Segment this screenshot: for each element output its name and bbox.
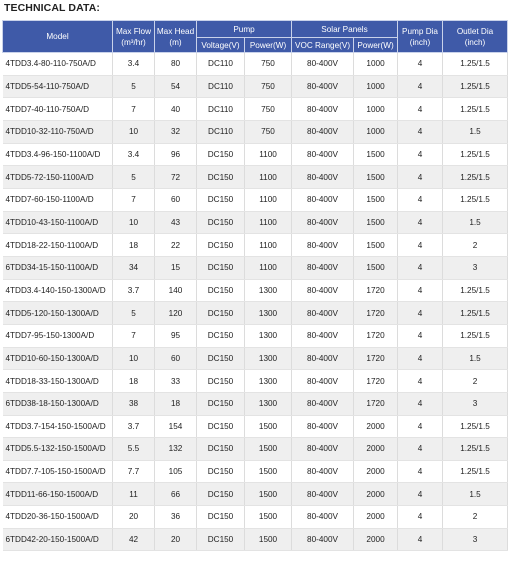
cell-panel-power: 2000 (354, 438, 398, 461)
cell-pump-power: 750 (245, 98, 292, 121)
cell-voltage: DC150 (197, 370, 245, 393)
cell-max-flow: 7 (113, 98, 155, 121)
cell-model: 4TDD3.4-140-150-1300A/D (3, 279, 113, 302)
cell-outlet-dia: 1.25/1.5 (443, 53, 508, 76)
cell-max-flow: 5 (113, 166, 155, 189)
table-header (3, 21, 508, 53)
cell-max-flow: 7 (113, 324, 155, 347)
cell-voltage: DC150 (197, 234, 245, 257)
cell-voc-range: 80-400V (292, 324, 354, 347)
pump-dia-label: Pump Dia (402, 26, 438, 36)
cell-voltage: DC110 (197, 98, 245, 121)
col-header-voltage: Voltage(V) (197, 38, 245, 53)
cell-max-head: 154 (155, 415, 197, 438)
cell-outlet-dia: 2 (443, 370, 508, 393)
cell-panel-power: 1720 (354, 370, 398, 393)
cell-voltage: DC150 (197, 347, 245, 370)
table-row (3, 211, 508, 234)
cell-pump-power: 1100 (245, 256, 292, 279)
cell-model: 4TDD3.7-154-150-1500A/D (3, 415, 113, 438)
col-header-voc-range: VOC Range(V) (292, 38, 354, 53)
cell-voc-range: 80-400V (292, 166, 354, 189)
cell-pump-dia: 4 (398, 415, 443, 438)
cell-model: 6TDD34-15-150-1100A/D (3, 256, 113, 279)
table-row (3, 120, 508, 143)
cell-max-head: 20 (155, 528, 197, 551)
cell-model: 4TDD5.5-132-150-1500A/D (3, 438, 113, 461)
cell-pump-dia: 4 (398, 98, 443, 121)
cell-max-head: 66 (155, 483, 197, 506)
cell-outlet-dia: 1.25/1.5 (443, 188, 508, 211)
cell-panel-power: 1000 (354, 53, 398, 76)
cell-max-flow: 7 (113, 188, 155, 211)
cell-voltage: DC150 (197, 460, 245, 483)
technical-data-table (2, 20, 508, 551)
cell-max-flow: 10 (113, 347, 155, 370)
cell-model: 4TDD5-54-110-750A/D (3, 75, 113, 98)
cell-voltage: DC150 (197, 483, 245, 506)
table-row (3, 370, 508, 393)
cell-voc-range: 80-400V (292, 460, 354, 483)
cell-pump-power: 1100 (245, 211, 292, 234)
cell-pump-dia: 4 (398, 438, 443, 461)
cell-pump-power: 1300 (245, 392, 292, 415)
cell-voltage: DC110 (197, 53, 245, 76)
cell-voc-range: 80-400V (292, 53, 354, 76)
max-head-label: Max Head (156, 26, 195, 36)
cell-max-head: 18 (155, 392, 197, 415)
table-row (3, 53, 508, 76)
col-header-pump-power: Power(W) (245, 38, 292, 53)
cell-pump-power: 750 (245, 75, 292, 98)
cell-max-head: 105 (155, 460, 197, 483)
cell-pump-dia: 4 (398, 143, 443, 166)
cell-voltage: DC150 (197, 166, 245, 189)
cell-pump-power: 1300 (245, 279, 292, 302)
cell-panel-power: 2000 (354, 415, 398, 438)
cell-max-flow: 3.7 (113, 279, 155, 302)
cell-pump-power: 1500 (245, 460, 292, 483)
cell-max-head: 40 (155, 98, 197, 121)
cell-voc-range: 80-400V (292, 75, 354, 98)
cell-model: 4TDD10-43-150-1100A/D (3, 211, 113, 234)
cell-model: 4TDD20-36-150-1500A/D (3, 506, 113, 529)
cell-max-flow: 18 (113, 234, 155, 257)
cell-max-head: 96 (155, 143, 197, 166)
cell-max-head: 22 (155, 234, 197, 257)
cell-voltage: DC110 (197, 120, 245, 143)
cell-max-head: 33 (155, 370, 197, 393)
cell-model: 4TDD7.7-105-150-1500A/D (3, 460, 113, 483)
outlet-dia-label: Outlet Dia (456, 26, 494, 36)
cell-pump-power: 1300 (245, 347, 292, 370)
cell-outlet-dia: 1.25/1.5 (443, 98, 508, 121)
cell-pump-dia: 4 (398, 392, 443, 415)
cell-voltage: DC150 (197, 324, 245, 347)
cell-pump-power: 1500 (245, 483, 292, 506)
cell-pump-dia: 4 (398, 188, 443, 211)
cell-pump-power: 750 (245, 120, 292, 143)
cell-pump-dia: 4 (398, 483, 443, 506)
cell-outlet-dia: 1.5 (443, 120, 508, 143)
cell-max-flow: 34 (113, 256, 155, 279)
cell-voltage: DC150 (197, 143, 245, 166)
cell-max-flow: 20 (113, 506, 155, 529)
cell-voc-range: 80-400V (292, 188, 354, 211)
page-title: TECHNICAL DATA: (4, 2, 100, 14)
cell-voltage: DC110 (197, 75, 245, 98)
table-row (3, 98, 508, 121)
cell-pump-power: 1500 (245, 506, 292, 529)
cell-outlet-dia: 3 (443, 392, 508, 415)
cell-panel-power: 1720 (354, 347, 398, 370)
cell-pump-dia: 4 (398, 75, 443, 98)
cell-max-flow: 7.7 (113, 460, 155, 483)
cell-pump-dia: 4 (398, 460, 443, 483)
cell-panel-power: 1500 (354, 256, 398, 279)
cell-max-flow: 11 (113, 483, 155, 506)
cell-max-head: 95 (155, 324, 197, 347)
table-row (3, 143, 508, 166)
col-header-max-flow (113, 21, 155, 53)
cell-max-flow: 18 (113, 370, 155, 393)
cell-voc-range: 80-400V (292, 143, 354, 166)
cell-model: 4TDD3.4-96-150-1100A/D (3, 143, 113, 166)
cell-outlet-dia: 1.25/1.5 (443, 460, 508, 483)
cell-max-head: 32 (155, 120, 197, 143)
cell-pump-power: 1100 (245, 188, 292, 211)
cell-outlet-dia: 2 (443, 234, 508, 257)
table-row (3, 166, 508, 189)
cell-max-head: 54 (155, 75, 197, 98)
cell-voc-range: 80-400V (292, 211, 354, 234)
cell-voc-range: 80-400V (292, 370, 354, 393)
cell-panel-power: 1500 (354, 143, 398, 166)
cell-pump-power: 1100 (245, 166, 292, 189)
cell-outlet-dia: 1.5 (443, 211, 508, 234)
cell-panel-power: 1500 (354, 166, 398, 189)
cell-max-head: 120 (155, 302, 197, 325)
cell-pump-power: 1500 (245, 438, 292, 461)
cell-model: 6TDD38-18-150-1300A/D (3, 392, 113, 415)
cell-max-head: 132 (155, 438, 197, 461)
cell-pump-dia: 4 (398, 506, 443, 529)
cell-outlet-dia: 3 (443, 528, 508, 551)
cell-outlet-dia: 1.25/1.5 (443, 302, 508, 325)
cell-max-head: 140 (155, 279, 197, 302)
cell-pump-dia: 4 (398, 211, 443, 234)
cell-panel-power: 1720 (354, 302, 398, 325)
cell-panel-power: 1500 (354, 234, 398, 257)
cell-pump-power: 1500 (245, 415, 292, 438)
cell-panel-power: 2000 (354, 528, 398, 551)
cell-pump-dia: 4 (398, 256, 443, 279)
cell-voltage: DC150 (197, 528, 245, 551)
cell-pump-dia: 4 (398, 324, 443, 347)
cell-panel-power: 1000 (354, 98, 398, 121)
cell-outlet-dia: 3 (443, 256, 508, 279)
cell-outlet-dia: 1.25/1.5 (443, 166, 508, 189)
table-row (3, 506, 508, 529)
cell-panel-power: 1000 (354, 75, 398, 98)
cell-voc-range: 80-400V (292, 279, 354, 302)
table-row (3, 75, 508, 98)
cell-outlet-dia: 1.25/1.5 (443, 143, 508, 166)
cell-voltage: DC150 (197, 279, 245, 302)
cell-voc-range: 80-400V (292, 347, 354, 370)
cell-voc-range: 80-400V (292, 98, 354, 121)
col-header-outlet-dia (443, 21, 508, 53)
cell-max-flow: 3.4 (113, 53, 155, 76)
cell-model: 4TDD18-33-150-1300A/D (3, 370, 113, 393)
table-row (3, 438, 508, 461)
table-row (3, 460, 508, 483)
cell-max-head: 43 (155, 211, 197, 234)
cell-model: 4TDD7-95-150-1300A/D (3, 324, 113, 347)
cell-pump-power: 1100 (245, 143, 292, 166)
col-header-panel-power: Power(W) (354, 38, 398, 53)
cell-outlet-dia: 1.25/1.5 (443, 75, 508, 98)
cell-outlet-dia: 1.5 (443, 347, 508, 370)
cell-max-flow: 5 (113, 75, 155, 98)
cell-pump-dia: 4 (398, 234, 443, 257)
cell-voltage: DC150 (197, 188, 245, 211)
cell-voltage: DC150 (197, 506, 245, 529)
cell-model: 4TDD18-22-150-1100A/D (3, 234, 113, 257)
cell-outlet-dia: 2 (443, 506, 508, 529)
cell-voc-range: 80-400V (292, 528, 354, 551)
cell-pump-power: 1300 (245, 370, 292, 393)
cell-panel-power: 2000 (354, 460, 398, 483)
table-row (3, 302, 508, 325)
cell-voc-range: 80-400V (292, 506, 354, 529)
cell-pump-power: 1300 (245, 324, 292, 347)
outlet-dia-unit: (inch) (464, 37, 486, 47)
cell-max-flow: 42 (113, 528, 155, 551)
cell-max-head: 15 (155, 256, 197, 279)
cell-model: 4TDD5-120-150-1300A/D (3, 302, 113, 325)
cell-panel-power: 1720 (354, 279, 398, 302)
cell-panel-power: 1500 (354, 211, 398, 234)
cell-max-head: 60 (155, 188, 197, 211)
cell-voc-range: 80-400V (292, 438, 354, 461)
col-header-max-head (155, 21, 197, 53)
cell-outlet-dia: 1.5 (443, 483, 508, 506)
cell-max-flow: 5 (113, 302, 155, 325)
cell-max-flow: 10 (113, 120, 155, 143)
cell-pump-dia: 4 (398, 370, 443, 393)
cell-model: 4TDD11-66-150-1500A/D (3, 483, 113, 506)
cell-pump-power: 1100 (245, 234, 292, 257)
cell-pump-dia: 4 (398, 347, 443, 370)
col-header-pump-dia (398, 21, 443, 53)
table-row (3, 528, 508, 551)
max-flow-unit: (m³/hr) (121, 37, 146, 47)
cell-max-flow: 10 (113, 211, 155, 234)
cell-pump-dia: 4 (398, 528, 443, 551)
cell-outlet-dia: 1.25/1.5 (443, 438, 508, 461)
cell-pump-dia: 4 (398, 166, 443, 189)
cell-panel-power: 1500 (354, 188, 398, 211)
table-row (3, 188, 508, 211)
max-head-unit: (m) (169, 37, 182, 47)
cell-model: 4TDD7-40-110-750A/D (3, 98, 113, 121)
cell-outlet-dia: 1.25/1.5 (443, 324, 508, 347)
cell-panel-power: 1000 (354, 120, 398, 143)
cell-voltage: DC150 (197, 211, 245, 234)
cell-max-flow: 3.4 (113, 143, 155, 166)
cell-voc-range: 80-400V (292, 234, 354, 257)
cell-voltage: DC150 (197, 392, 245, 415)
cell-max-flow: 5.5 (113, 438, 155, 461)
max-flow-label: Max Flow (115, 26, 152, 36)
cell-voltage: DC150 (197, 302, 245, 325)
cell-panel-power: 1720 (354, 324, 398, 347)
cell-voltage: DC150 (197, 438, 245, 461)
cell-voc-range: 80-400V (292, 302, 354, 325)
cell-pump-dia: 4 (398, 53, 443, 76)
col-header-model: Model (3, 21, 113, 53)
table-body (3, 53, 508, 551)
cell-model: 4TDD10-60-150-1300A/D (3, 347, 113, 370)
cell-voc-range: 80-400V (292, 256, 354, 279)
cell-voc-range: 80-400V (292, 392, 354, 415)
cell-max-flow: 3.7 (113, 415, 155, 438)
cell-model: 6TDD42-20-150-1500A/D (3, 528, 113, 551)
cell-model: 4TDD5-72-150-1100A/D (3, 166, 113, 189)
cell-voltage: DC150 (197, 256, 245, 279)
cell-pump-power: 750 (245, 53, 292, 76)
cell-max-flow: 38 (113, 392, 155, 415)
cell-voc-range: 80-400V (292, 120, 354, 143)
cell-model: 4TDD3.4-80-110-750A/D (3, 53, 113, 76)
cell-pump-dia: 4 (398, 120, 443, 143)
table-row (3, 347, 508, 370)
cell-voc-range: 80-400V (292, 483, 354, 506)
table-row (3, 392, 508, 415)
cell-model: 4TDD10-32-110-750A/D (3, 120, 113, 143)
cell-panel-power: 1720 (354, 392, 398, 415)
cell-max-head: 80 (155, 53, 197, 76)
group-header-pump: Pump (197, 21, 292, 38)
cell-pump-power: 1300 (245, 302, 292, 325)
cell-max-head: 36 (155, 506, 197, 529)
table-row (3, 324, 508, 347)
cell-max-head: 72 (155, 166, 197, 189)
cell-outlet-dia: 1.25/1.5 (443, 415, 508, 438)
cell-voc-range: 80-400V (292, 415, 354, 438)
group-header-solar-panels: Solar Panels (292, 21, 398, 38)
pump-dia-unit: (inch) (409, 37, 431, 47)
table-row (3, 415, 508, 438)
table-row (3, 234, 508, 257)
cell-outlet-dia: 1.25/1.5 (443, 279, 508, 302)
cell-panel-power: 2000 (354, 483, 398, 506)
cell-voltage: DC150 (197, 415, 245, 438)
cell-panel-power: 2000 (354, 506, 398, 529)
table-row (3, 279, 508, 302)
table-row (3, 256, 508, 279)
cell-max-head: 60 (155, 347, 197, 370)
cell-pump-dia: 4 (398, 279, 443, 302)
table-row (3, 483, 508, 506)
cell-pump-power: 1500 (245, 528, 292, 551)
cell-pump-dia: 4 (398, 302, 443, 325)
cell-model: 4TDD7-60-150-1100A/D (3, 188, 113, 211)
